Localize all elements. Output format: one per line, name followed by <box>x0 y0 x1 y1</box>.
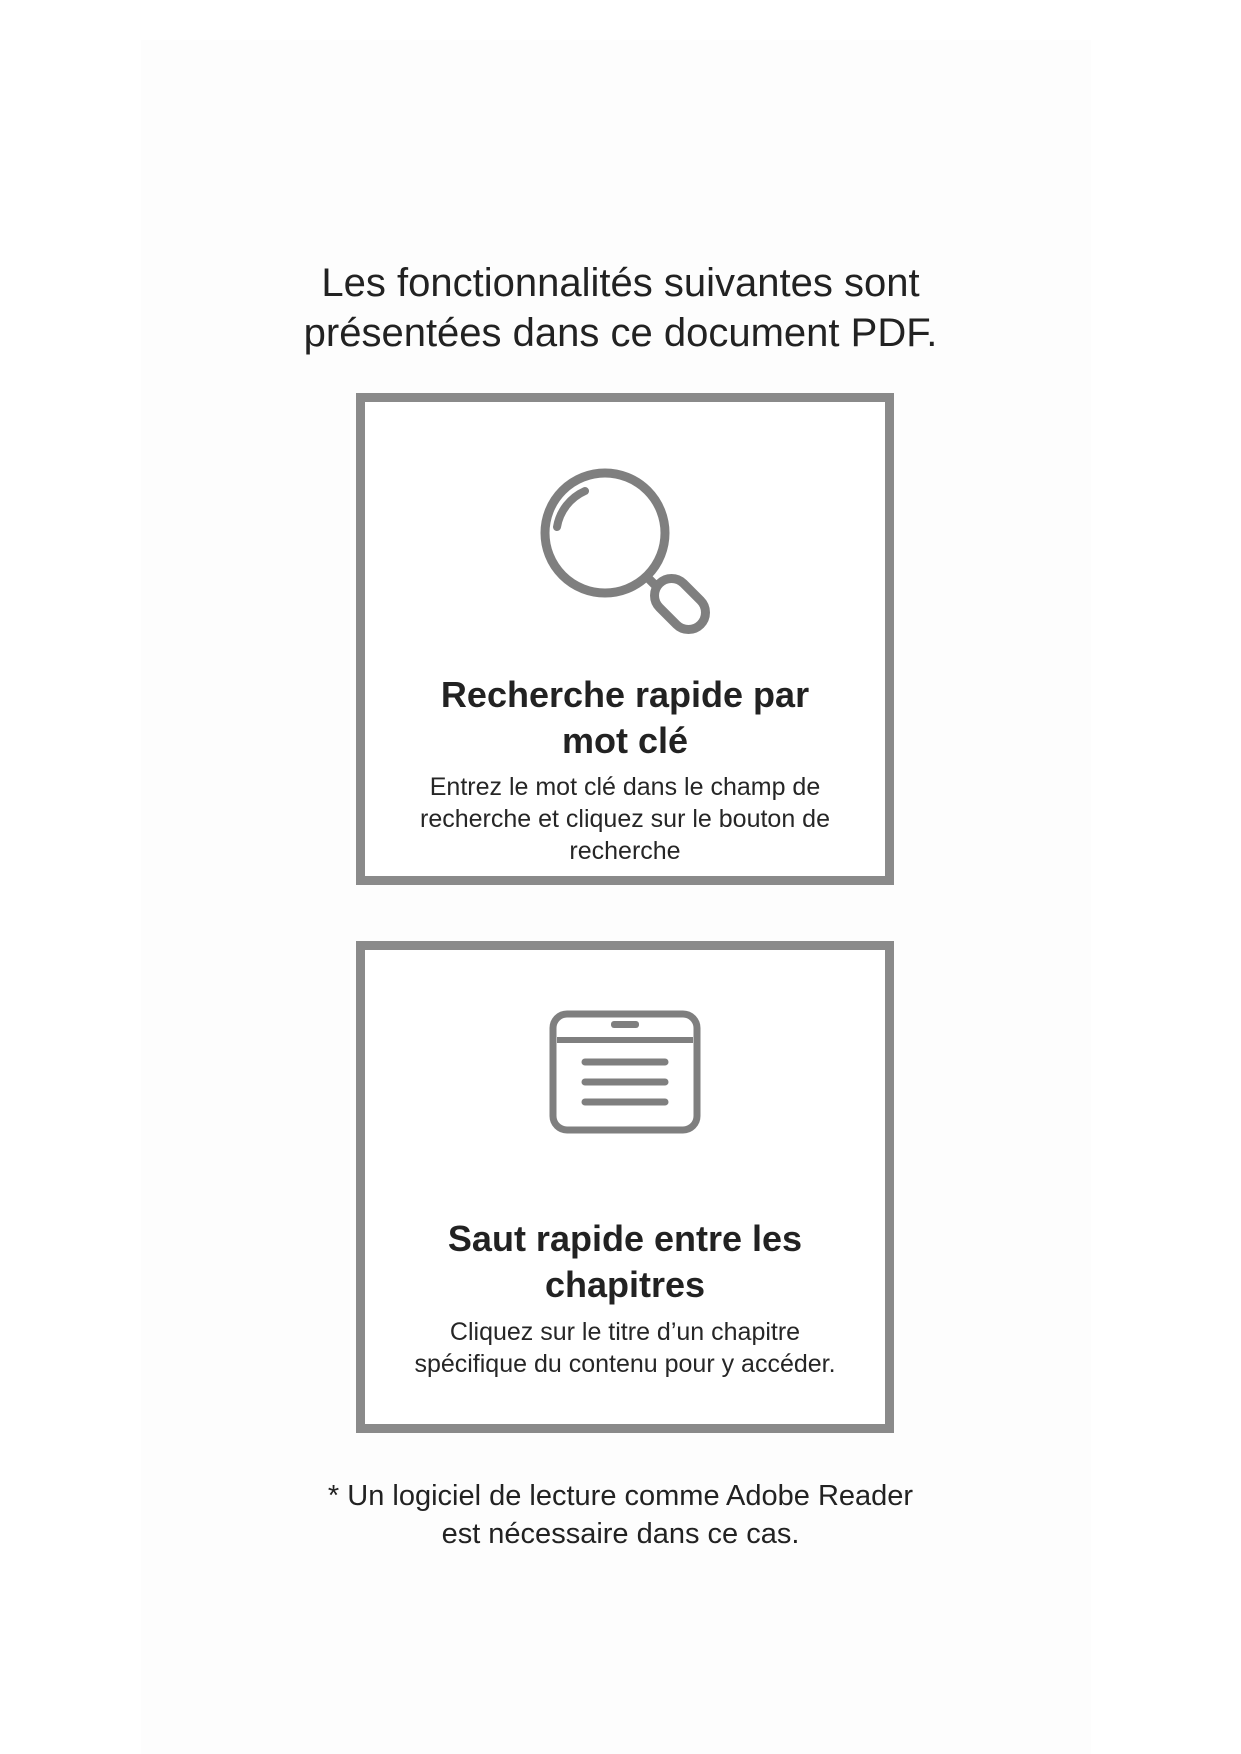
feature-title: Recherche rapide par mot clé <box>440 674 810 761</box>
feature-card-chapter-jump <box>356 941 894 1433</box>
footnote-line-2: est nécessaire dans ce cas. <box>441 1518 800 1550</box>
feature-description: Cliquez sur le titre d’un chapitre spécifique du contenu pour y accéder. <box>414 1318 836 1378</box>
footnote <box>0 1477 1241 1553</box>
document-list-icon <box>365 1008 885 1138</box>
intro-heading <box>0 258 1241 358</box>
intro-line-1: Les fonctionnalités suivantes sont <box>321 261 920 305</box>
intro-line-2: présentées dans ce document PDF. <box>303 311 938 355</box>
magnifier-icon <box>365 467 885 637</box>
feature-description: Entrez le mot clé dans le champ de recherche et cliquez sur le bouton de recherche <box>420 773 830 865</box>
feature-card-keyword-search <box>356 393 894 885</box>
feature-title: Saut rapide entre les chapitres <box>447 1218 803 1305</box>
footnote-line-1: * Un logiciel de lecture comme Adobe Reader <box>327 1480 914 1512</box>
